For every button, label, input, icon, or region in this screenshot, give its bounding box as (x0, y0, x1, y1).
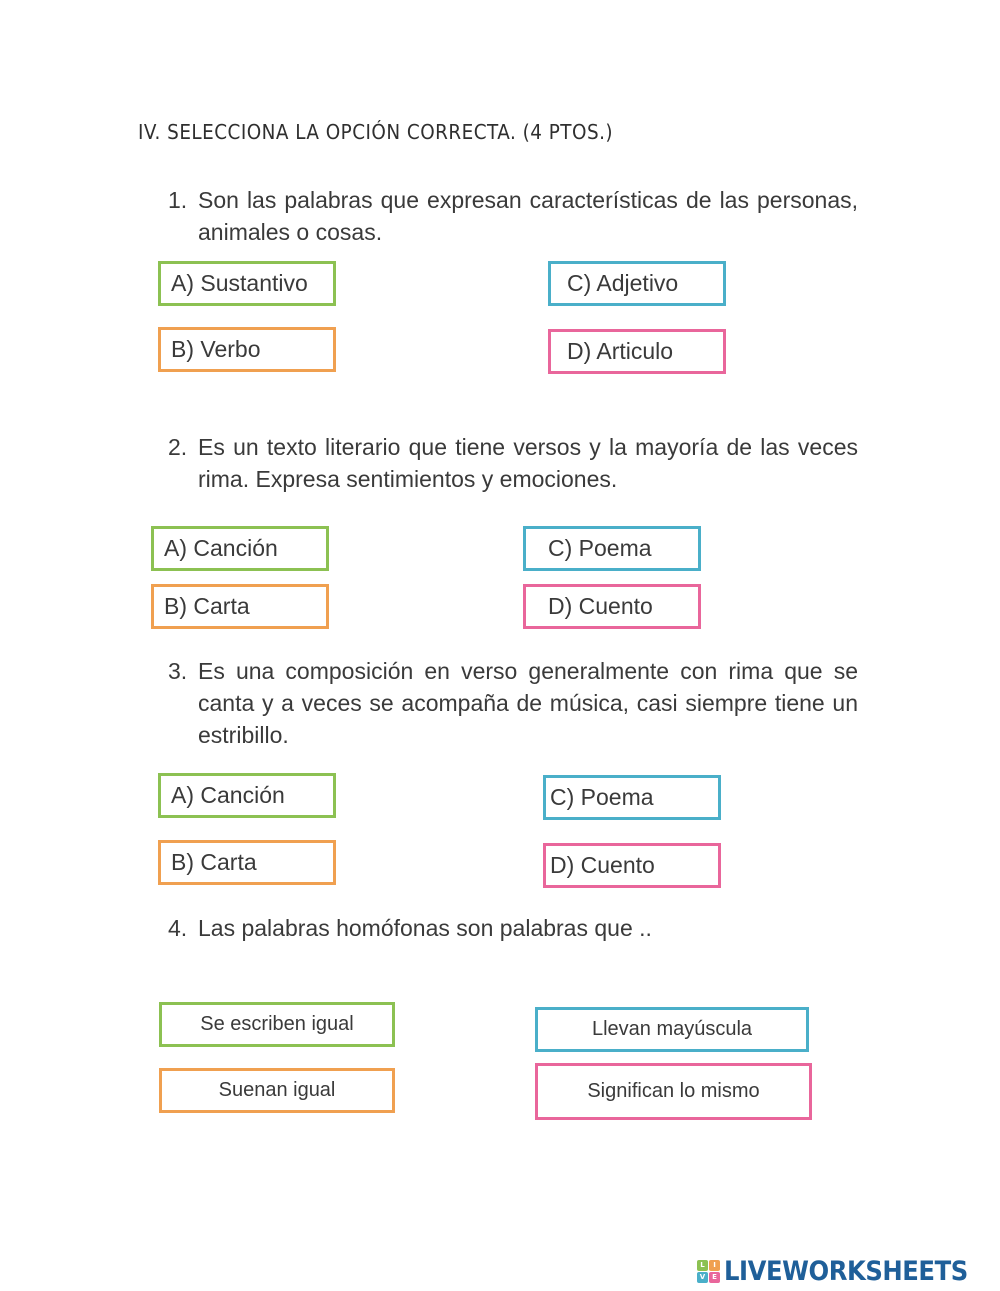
q4-option-llevan-mayuscula[interactable]: Llevan mayúscula (535, 1007, 809, 1052)
logo-letter: I (709, 1260, 720, 1271)
q2-option-a[interactable]: A) Canción (151, 526, 329, 571)
q1-option-d[interactable]: D) Articulo (548, 329, 726, 374)
q2-option-b[interactable]: B) Carta (151, 584, 329, 629)
q4-option-significan-lo-mismo[interactable]: Significan lo mismo (535, 1063, 812, 1120)
q4-option-suenan-igual[interactable]: Suenan igual (159, 1068, 395, 1113)
liveworksheets-logo-icon (697, 1260, 720, 1283)
question-text: Son las palabras que expresan características de las personas, animales o cosas. (198, 187, 858, 245)
logo-letter: V (697, 1272, 708, 1283)
q1-option-c[interactable]: C) Adjetivo (548, 261, 726, 306)
q2-option-d[interactable]: D) Cuento (523, 584, 701, 629)
logo-letter: E (709, 1272, 720, 1283)
question-number: 4. (168, 915, 188, 941)
logo-text: LIVEWORKSHEETS (724, 1255, 968, 1287)
question-text: Es una composición en verso generalmente con rima que se canta y a veces se acompaña de música, casi siempre tiene un estribillo. (198, 658, 858, 748)
question-number: 1. (168, 187, 188, 213)
question-1 (168, 184, 858, 248)
q2-option-c[interactable]: C) Poema (523, 526, 701, 571)
q3-option-c[interactable]: C) Poema (543, 775, 721, 820)
question-number: 2. (168, 434, 188, 460)
question-4 (168, 912, 858, 944)
liveworksheets-logo (697, 1254, 995, 1288)
q3-option-b[interactable]: B) Carta (158, 840, 336, 885)
question-text: Las palabras homófonas son palabras que .. (198, 915, 652, 941)
question-2 (168, 431, 858, 495)
question-number: 3. (168, 658, 188, 684)
question-text: Es un texto literario que tiene versos y la mayoría de las veces rima. Expresa sentimientos y emociones. (198, 434, 858, 492)
logo-letter: L (697, 1260, 708, 1271)
q1-option-a[interactable]: A) Sustantivo (158, 261, 336, 306)
q3-option-a[interactable]: A) Canción (158, 773, 336, 818)
q4-option-se-escriben-igual[interactable]: Se escriben igual (159, 1002, 395, 1047)
section-title: IV. SELECCIONA LA OPCIÓN CORRECTA. (4 PTOS.) (138, 120, 614, 144)
q3-option-d[interactable]: D) Cuento (543, 843, 721, 888)
q1-option-b[interactable]: B) Verbo (158, 327, 336, 372)
question-3 (168, 655, 858, 751)
